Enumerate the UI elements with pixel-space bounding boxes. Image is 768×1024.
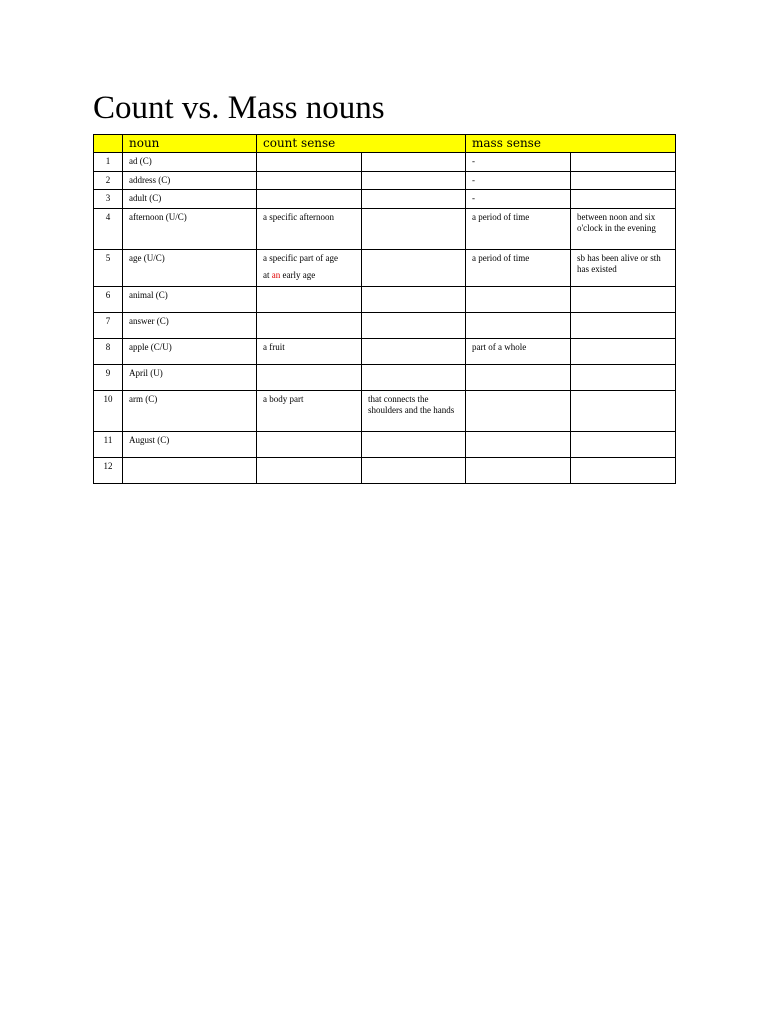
row-number: 5 (94, 250, 123, 287)
header-number (94, 135, 123, 153)
noun-cell: April (U) (123, 365, 257, 391)
table-row (94, 391, 676, 432)
mass-sense-cell (466, 432, 571, 458)
noun-cell: ad (C) (123, 153, 257, 172)
row-number: 10 (94, 391, 123, 432)
count-detail-cell (362, 250, 466, 287)
count-sense-cell (257, 172, 362, 190)
count-detail-cell (362, 172, 466, 190)
mass-sense-cell: a period of time (466, 250, 571, 287)
count-detail-cell (362, 190, 466, 209)
count-detail-cell (362, 458, 466, 484)
mass-detail-cell (571, 339, 676, 365)
mass-sense-cell (466, 391, 571, 432)
mass-detail-cell (571, 391, 676, 432)
mass-sense-cell (466, 365, 571, 391)
count-sense-cell: a body part (257, 391, 362, 432)
mass-detail-cell (571, 172, 676, 190)
mass-detail-cell (571, 365, 676, 391)
count-detail-cell (362, 313, 466, 339)
mass-detail-cell: between noon and six o'clock in the evening (571, 209, 676, 250)
noun-cell: animal (C) (123, 287, 257, 313)
table-row (94, 287, 676, 313)
row-number: 12 (94, 458, 123, 484)
count-sense-cell (257, 432, 362, 458)
count-detail-cell (362, 365, 466, 391)
mass-detail-cell (571, 432, 676, 458)
header-noun: noun (123, 135, 257, 153)
noun-cell: answer (C) (123, 313, 257, 339)
count-sense-cell (257, 365, 362, 391)
row-number: 7 (94, 313, 123, 339)
noun-cell: apple (C/U) (123, 339, 257, 365)
mass-detail-cell: sb has been alive or sth has existed (571, 250, 676, 287)
count-sense-cell: a specific afternoon (257, 209, 362, 250)
noun-cell: afternoon (U/C) (123, 209, 257, 250)
mass-sense-cell (466, 287, 571, 313)
mass-detail-cell (571, 287, 676, 313)
noun-cell: adult (C) (123, 190, 257, 209)
table-row (94, 209, 676, 250)
header-mass-sense: mass sense (466, 135, 676, 153)
row-number: 11 (94, 432, 123, 458)
nouns-table (93, 134, 676, 484)
example-prefix: at (263, 270, 272, 280)
mass-sense-cell: - (466, 153, 571, 172)
mass-sense-cell: part of a whole (466, 339, 571, 365)
mass-sense-cell: a period of time (466, 209, 571, 250)
count-sense-cell (257, 313, 362, 339)
highlighted-article: an (271, 270, 281, 280)
mass-sense-cell (466, 313, 571, 339)
count-sense-cell: a fruit (257, 339, 362, 365)
count-sense-cell (257, 153, 362, 172)
count-detail-cell (362, 432, 466, 458)
noun-cell: address (C) (123, 172, 257, 190)
header-count-sense: count sense (257, 135, 466, 153)
count-detail-cell (362, 339, 466, 365)
count-sense-cell (257, 287, 362, 313)
noun-cell: arm (C) (123, 391, 257, 432)
count-detail-cell: that connects the shoulders and the hands (362, 391, 466, 432)
example-suffix: early age (280, 270, 316, 280)
row-number: 1 (94, 153, 123, 172)
mass-sense-cell: - (466, 190, 571, 209)
count-detail-cell (362, 153, 466, 172)
table-row (94, 172, 676, 190)
table-row (94, 153, 676, 172)
mass-detail-cell (571, 190, 676, 209)
mass-sense-cell: - (466, 172, 571, 190)
table-row (94, 365, 676, 391)
row-number: 8 (94, 339, 123, 365)
table-row (94, 250, 676, 287)
count-sense-cell (257, 190, 362, 209)
row-number: 3 (94, 190, 123, 209)
table-row (94, 313, 676, 339)
row-number: 9 (94, 365, 123, 391)
table-header-row (94, 135, 676, 153)
noun-cell: August (C) (123, 432, 257, 458)
count-sense-text: a specific part of age (263, 253, 338, 263)
row-number: 6 (94, 287, 123, 313)
row-number: 4 (94, 209, 123, 250)
page-title: Count vs. Mass nouns (93, 90, 385, 126)
count-sense-cell (257, 250, 362, 287)
noun-cell: age (U/C) (123, 250, 257, 287)
count-sense-cell (257, 458, 362, 484)
mass-detail-cell (571, 458, 676, 484)
mass-detail-cell (571, 153, 676, 172)
table-row (94, 458, 676, 484)
count-detail-cell (362, 287, 466, 313)
usage-example (263, 270, 355, 281)
row-number: 2 (94, 172, 123, 190)
table-row (94, 339, 676, 365)
table-row (94, 190, 676, 209)
table-row (94, 432, 676, 458)
count-detail-cell (362, 209, 466, 250)
noun-cell (123, 458, 257, 484)
mass-detail-cell (571, 313, 676, 339)
mass-sense-cell (466, 458, 571, 484)
